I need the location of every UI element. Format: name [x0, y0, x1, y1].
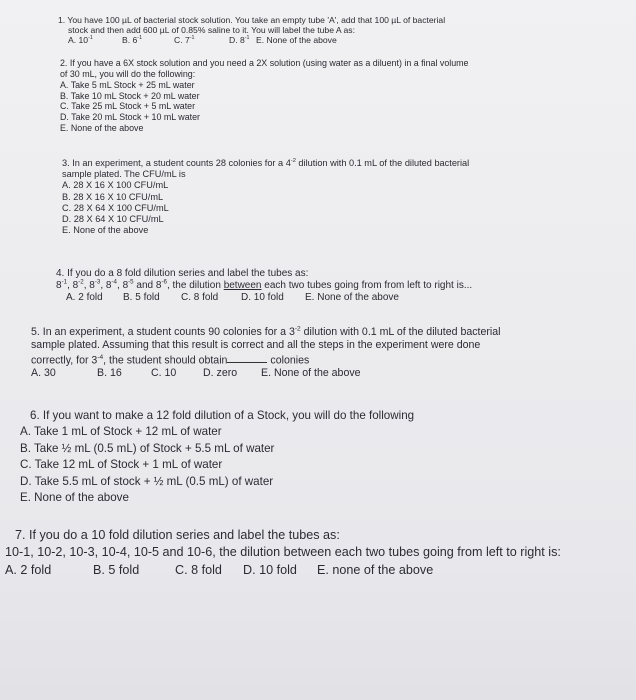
- question-1-line-2: stock and then add 600 µL of 0.85% saline to it. You will label the tube A as:: [68, 24, 355, 35]
- option-d: D. zero: [203, 367, 238, 380]
- option-c: C. 8 fold: [175, 562, 222, 577]
- question-6: [20, 408, 414, 507]
- question-1-options: [58, 36, 445, 46]
- question-6-line-1: 6. If you want to make a 12 fold dilution of a Stock, you will do the following: [30, 409, 415, 422]
- option-e: E. None of the above: [256, 34, 337, 45]
- option-e: E. None of the above: [62, 225, 149, 236]
- question-4: [56, 268, 472, 305]
- option-a: A. 30: [31, 367, 56, 380]
- option-b: B. $6^{-1}$: [122, 34, 143, 45]
- option-b: B. Take 10 mL Stock + 20 mL water: [60, 90, 200, 101]
- option-b: B. 5 fold: [93, 562, 140, 577]
- option-c: C. 28 X 64 X 100 CFU/mL: [62, 202, 169, 213]
- option-e: E. None of the above: [20, 491, 129, 505]
- question-4-options: [56, 292, 472, 304]
- option-b: B. Take ½ mL (0.5 mL) of Stock + 5.5 mL of water: [20, 441, 275, 455]
- option-d: D. $8^{-1}$: [229, 34, 250, 45]
- option-c: C. 8 fold: [181, 292, 219, 304]
- question-4-line-1: 4. If you do a 8 fold dilution series and label the tubes as:: [56, 268, 309, 279]
- question-2-line-1: 2. If you have a 6X stock solution and you need a 2X solution (using water as a diluent) in a final volume: [60, 58, 469, 68]
- option-c: C. Take 12 mL of Stock + 1 mL of water: [20, 458, 223, 472]
- question-3: [62, 158, 469, 237]
- option-c: C. 10: [151, 367, 177, 380]
- option-b: B. 5 fold: [123, 292, 160, 304]
- option-e: E. None of the above: [60, 123, 144, 134]
- question-7: [5, 527, 561, 579]
- option-d: D. Take 20 mL Stock + 10 mL water: [60, 112, 201, 123]
- option-b: B. 16: [97, 367, 122, 380]
- option-d: D. 28 X 64 X 10 CFU/mL: [62, 214, 164, 225]
- question-7-options: [5, 562, 561, 579]
- question-2: [60, 58, 469, 134]
- option-d: D. Take 5.5 mL of stock + ½ mL (0.5 mL) of water: [20, 474, 274, 488]
- option-d: D. 10 fold: [241, 292, 284, 304]
- question-5-line-2: sample plated. Assuming that this result is correct and all the steps in the experiment were done: [31, 338, 481, 351]
- question-1-line-1: 1. You have 100 µL of bacterial stock solution. You take an empty tube 'A', add that 100 µL of bacterial: [58, 15, 446, 25]
- option-a: A. $10^{-1}$: [68, 34, 93, 45]
- question-7-line-2: 10-1, 10-2, 10-3, 10-4, 10-5 and 10-6, the dilution between each two tubes going from left to right is:: [5, 545, 561, 560]
- option-e: E. none of the above: [317, 562, 434, 577]
- option-e: E. None of the above: [305, 292, 399, 304]
- option-c: C. $7^{-1}$: [174, 34, 195, 45]
- option-e: E. None of the above: [261, 367, 361, 380]
- option-b: B. 28 X 16 X 10 CFU/mL: [62, 191, 164, 202]
- option-a: A. 2 fold: [5, 562, 52, 577]
- option-a: A. 28 X 16 X 100 CFU/mL: [62, 180, 169, 191]
- question-2-line-2: of 30 mL, you will do the following:: [60, 68, 196, 79]
- option-d: D. 10 fold: [243, 562, 297, 577]
- option-c: C. Take 25 mL Stock + 5 mL water: [60, 101, 196, 112]
- question-5-line-1: 5. In an experiment, a student counts 90 colonies for a $3^{-2}$ dilution with 0.1 mL of the diluted bacterial: [31, 325, 501, 338]
- question-5: [31, 326, 501, 380]
- question-3-line-2: sample plated. The CFU/mL is: [62, 169, 186, 180]
- question-5-options: [31, 367, 501, 380]
- underlined-word: between: [223, 280, 262, 292]
- question-5-line-3: correctly, for $3^{-4}$, the student should obtain colonies: [31, 352, 501, 368]
- question-1: [58, 16, 445, 46]
- question-3-line-1: 3. In an experiment, a student counts 28 colonies for a $4^{-2}$ dilution with 0.1 mL of the diluted bacterial: [62, 157, 470, 168]
- option-a: A. Take 1 mL of Stock + 12 mL of water: [20, 425, 222, 439]
- question-4-line-2: $8^{-1}$, $8^{-2}$, $8^{-3}$, $8^{-4}$, $8^{-5}$ and $8^{-6}$, the dilution between each two tubes going from from left to right is...: [56, 278, 473, 292]
- option-a: A. 2 fold: [66, 292, 103, 304]
- option-a: A. Take 5 mL Stock + 25 mL water: [60, 79, 195, 90]
- answer-blank: [227, 352, 267, 364]
- question-7-line-1: 7. If you do a 10 fold dilution series and label the tubes as:: [15, 528, 340, 542]
